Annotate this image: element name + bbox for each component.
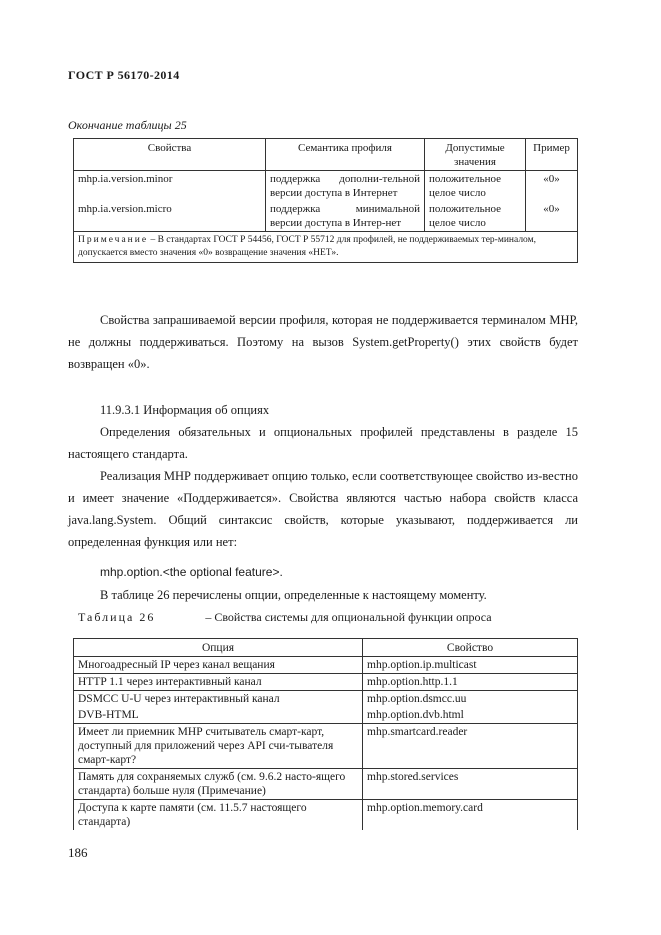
cell-property: mhp.smartcard.reader bbox=[363, 724, 578, 769]
cell-semantics: поддержка дополни-тельной версии доступа в Интернет bbox=[266, 171, 425, 202]
cell-values: положительное целое число bbox=[425, 201, 526, 232]
cell-option: DVB-HTML bbox=[74, 707, 363, 724]
col-header-example: Пример bbox=[526, 139, 578, 171]
note-text: – В стандартах ГОСТ Р 54456, ГОСТ Р 55712 для профилей, не поддерживаемых тер-миналом, допускается вместо значения «0» возвращение значения «НЕТ». bbox=[78, 235, 537, 258]
cell-property: mhp.option.dsmcc.uu bbox=[363, 691, 578, 708]
table-note bbox=[74, 232, 578, 263]
paragraph-4: В таблице 26 перечислены опции, определенные к настоящему моменту. bbox=[100, 588, 487, 602]
table-row bbox=[74, 707, 578, 724]
table-row bbox=[74, 769, 578, 800]
table26-caption bbox=[78, 610, 492, 625]
paragraph-2: Определения обязательных и опциональных профилей представлены в разделе 15 настоящего стандарта. bbox=[68, 425, 578, 461]
table-row bbox=[74, 800, 578, 831]
cell-example: «0» bbox=[526, 171, 578, 202]
table-row bbox=[74, 691, 578, 708]
cell-property: mhp.option.ip.multicast bbox=[363, 657, 578, 674]
table-header-row bbox=[74, 639, 578, 657]
cell-option: Имеет ли приемник МНР считыватель смарт-карт, доступный для приложений через API счи-тывателя смарт-карт? bbox=[74, 724, 363, 769]
col-header-property: Свойство bbox=[363, 639, 578, 657]
cell-property: mhp.option.http.1.1 bbox=[363, 674, 578, 691]
table-row bbox=[74, 657, 578, 674]
table-note-row bbox=[74, 232, 578, 263]
table-row bbox=[74, 724, 578, 769]
cell-option: Память для сохраняемых служб (см. 9.6.2 насто-ящего стандарта) больше нуля (Примечание) bbox=[74, 769, 363, 800]
note-label: Примечание bbox=[78, 235, 149, 245]
cell-property: mhp.ia.version.minor bbox=[74, 171, 266, 202]
col-header-values: Допустимые значения bbox=[425, 139, 526, 171]
cell-values: положительное целое число bbox=[425, 171, 526, 202]
cell-property: mhp.option.memory.card bbox=[363, 800, 578, 831]
cell-option: HTTP 1.1 через интерактивный канал bbox=[74, 674, 363, 691]
cell-option: Многоадресный IP через канал вещания bbox=[74, 657, 363, 674]
standard-header: ГОСТ Р 56170-2014 bbox=[68, 68, 180, 82]
table-25 bbox=[73, 138, 578, 263]
table-header-row bbox=[74, 139, 578, 171]
cell-example: «0» bbox=[526, 201, 578, 232]
table26-caption-text: – Свойства системы для опциональной функции опроса bbox=[205, 610, 492, 624]
cell-semantics: поддержка минимальной версии доступа в Интер-нет bbox=[266, 201, 425, 232]
page-number: 186 bbox=[68, 845, 88, 860]
col-header-semantics: Семантика профиля bbox=[266, 139, 425, 171]
paragraph-1: Свойства запрашиваемой версии профиля, которая не поддерживается терминалом МНР, не должны поддерживаться. Поэтому на вызов System.getProperty() этих свойств будет возвращен «0». bbox=[68, 313, 578, 371]
col-header-properties: Свойства bbox=[74, 139, 266, 171]
paragraph-3: Реализация МНР поддерживает опцию только, если соответствующее свойство из-вестно и имеет значение «Поддерживается». Свойства являются частью набора свойств класса java.lang.System. Общий синтаксис свойств, которые указывают, поддерживается ли определенная функция или нет: bbox=[68, 469, 578, 549]
code-syntax: mhp.option.<the optional feature>. bbox=[100, 565, 283, 579]
table-row bbox=[74, 674, 578, 691]
table-26 bbox=[73, 638, 578, 830]
col-header-option: Опция bbox=[74, 639, 363, 657]
cell-property: mhp.ia.version.micro bbox=[74, 201, 266, 232]
table25-caption: Окончание таблицы 25 bbox=[68, 118, 187, 132]
section-heading: 11.9.3.1 Информация об опциях bbox=[100, 403, 270, 417]
table-row bbox=[74, 201, 578, 232]
cell-property: mhp.stored.services bbox=[363, 769, 578, 800]
cell-option: DSMCC U-U через интерактивный канал bbox=[74, 691, 363, 708]
cell-option: Доступа к карте памяти (см. 11.5.7 настоящего стандарта) bbox=[74, 800, 363, 831]
cell-property: mhp.option.dvb.html bbox=[363, 707, 578, 724]
table-row bbox=[74, 171, 578, 202]
table26-caption-label: Таблица 26 bbox=[78, 610, 156, 624]
